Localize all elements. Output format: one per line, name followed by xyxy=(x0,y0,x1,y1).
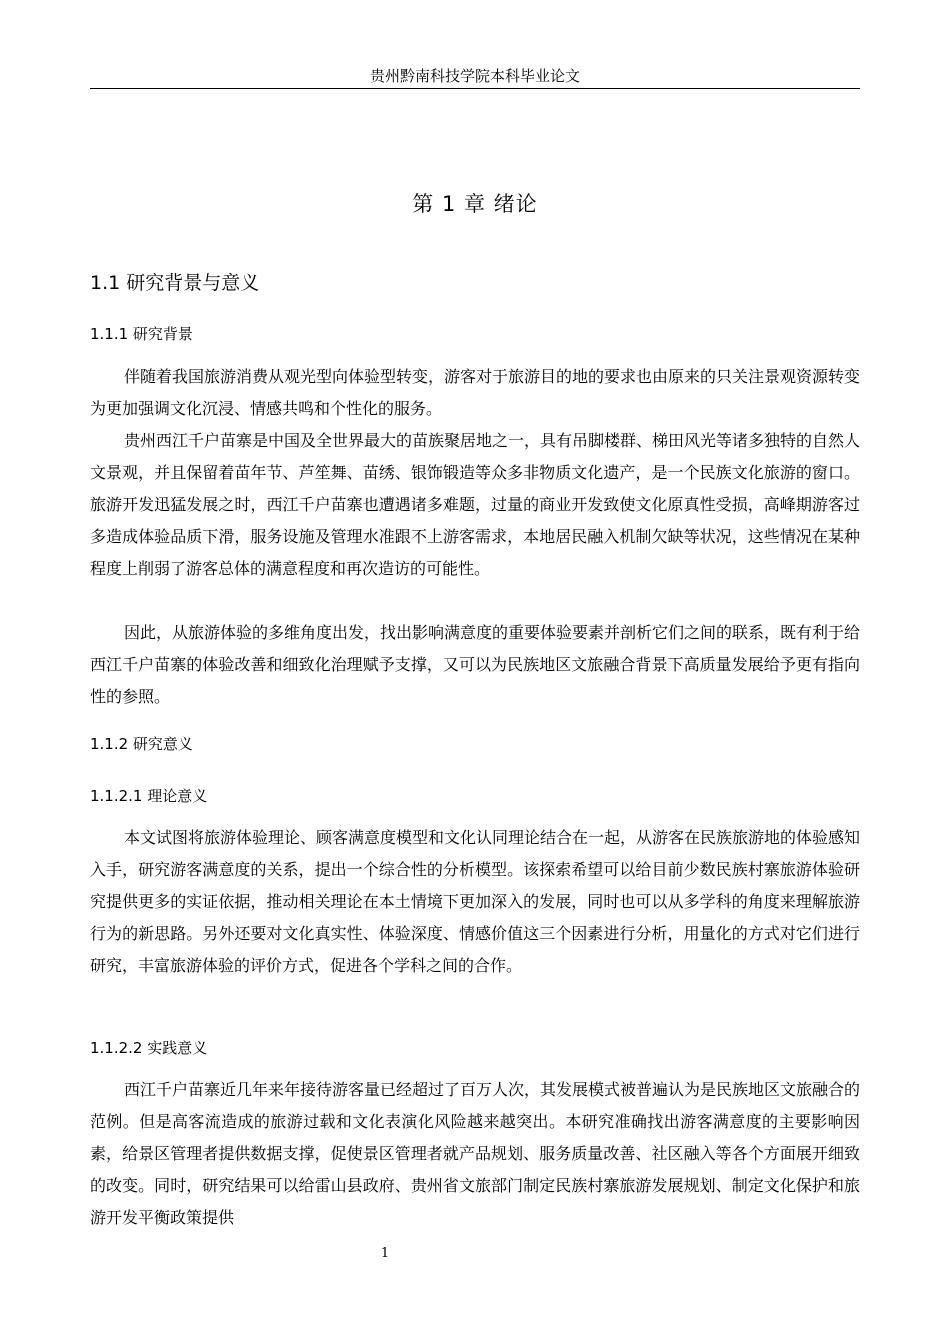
paragraph-background-2: 贵州西江千户苗寨是中国及全世界最大的苗族聚居地之一，具有吊脚楼群、梯田风光等诸多独特的自然人文景观，并且保留着苗年节、芦笙舞、苗绣、银饰锻造等众多非物质文化遗产，是一个民族文化旅游的窗口。旅游开发迅猛发展之时，西江千户苗寨也遭遇诸多难题，过量的商业开发致使文化原真性受损，高峰期游客过多造成体验品质下滑，服务设施及管理水准跟不上游客需求，本地居民融入机制欠缺等状况，这些情况在某种程度上削弱了游客总体的满意程度和再次造访的可能性。 xyxy=(90,431,861,578)
section-heading-1-1-2: 1.1.2 研究意义 xyxy=(90,735,193,753)
section-heading-1-1: 1.1 研究背景与意义 xyxy=(90,272,260,294)
paragraph-background-3: 因此，从旅游体验的多维角度出发，找出影响满意度的重要体验要素并剖析它们之间的联系，既有利于给西江千户苗寨的体验改善和细致化治理赋予支撑，又可以为民族地区文旅融合背景下高质量发展给予更有指向性的参照。 xyxy=(90,623,861,706)
section-heading-1-1-2-1: 1.1.2.1 理论意义 xyxy=(90,787,208,805)
paragraph-background-1: 伴随着我国旅游消费从观光型向体验型转变，游客对于旅游目的地的要求也由原来的只关注景观资源转变为更加强调文化沉浸、情感共鸣和个性化的服务。 xyxy=(90,367,861,418)
page-number: 1 xyxy=(380,1246,390,1261)
paragraph-theoretical-significance: 本文试图将旅游体验理论、顾客满意度模型和文化认同理论结合在一起，从游客在民族旅游地的体验感知入手，研究游客满意度的关系，提出一个综合性的分析模型。该探索希望可以给目前少数民族村寨旅游体验研究提供更多的实证依据，推动相关理论在本土情境下更加深入的发展，同时也可以从多学科的角度来理解旅游行为的新思路。另外还要对文化真实性、体验深度、情感价值这三个因素进行分析，用量化的方式对它们进行研究，丰富旅游体验的评价方式，促进各个学科之间的合作。 xyxy=(90,828,861,975)
chapter-title: 第 1 章 绪论 xyxy=(412,192,538,216)
paragraph-practical-significance: 西江千户苗寨近几年来年接待游客量已经超过了百万人次，其发展模式被普遍认为是民族地区文旅融合的范例。但是高客流造成的旅游过载和文化表演化风险越来越突出。本研究准确找出游客满意度的主要影响因素，给景区管理者提供数据支撑，促使景区管理者就产品规划、服务质量改善、社区融入等各个方面展开细致的改变。同时，研究结果可以给雷山县政府、贵州省文旅部门制定民族村寨旅游发展规划、制定文化保护和旅游开发平衡政策提供 xyxy=(90,1080,861,1227)
section-heading-1-1-1: 1.1.1 研究背景 xyxy=(90,325,193,343)
page-header: 贵州黔南科技学院本科毕业论文 xyxy=(90,64,860,89)
section-heading-1-1-2-2: 1.1.2.2 实践意义 xyxy=(90,1039,208,1057)
